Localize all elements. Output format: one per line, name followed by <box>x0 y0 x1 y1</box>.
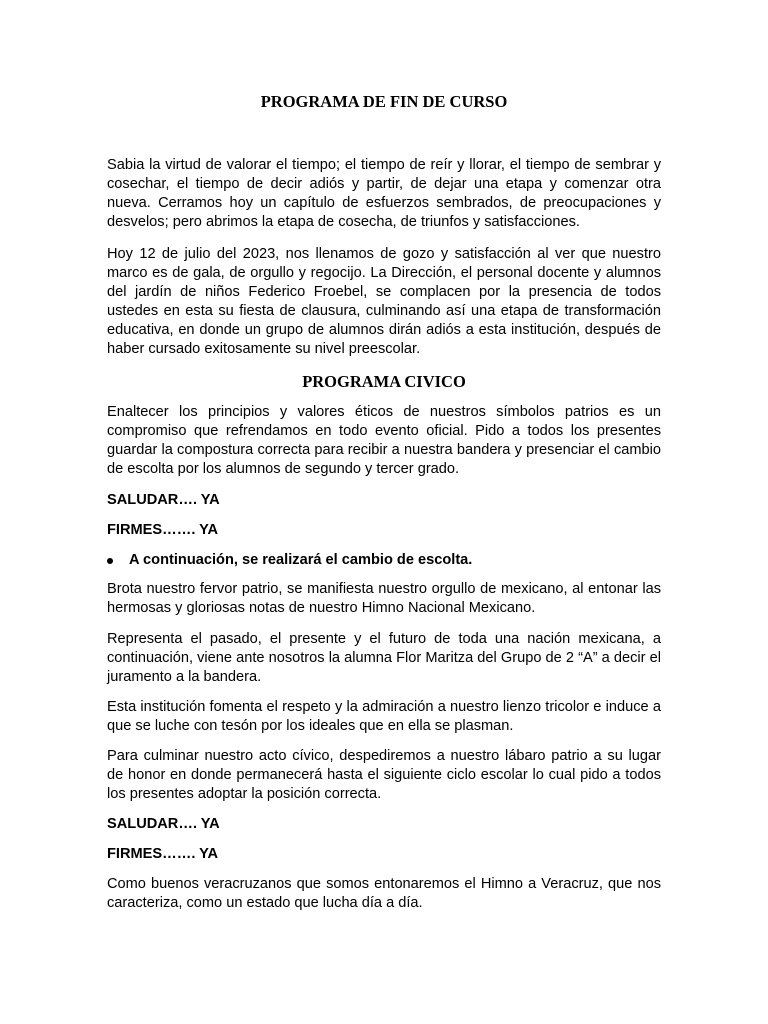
bullet-item-text: A continuación, se realizará el cambio de escolta. <box>129 552 473 568</box>
section-title-civico: PROGRAMA CIVICO <box>302 372 466 391</box>
bullet-item <box>129 551 472 570</box>
command-saludar-2: SALUDAR…. YA <box>107 816 220 832</box>
command-firmes: FIRMES……. YA <box>107 522 219 538</box>
command-saludar: SALUDAR…. YA <box>107 492 220 508</box>
intro-paragraph-2: Hoy 12 de julio del 2023, nos llenamos de gozo y satisfacción al ver que nuestro marco es de gala, de orgullo y regocijo. La Dirección, el personal docente y alumnos del jardín de niños Federico Froebel, se complacen por la presencia de todos ustedes en esta su fiesta de clausura, culminando así una etapa de transformación educativa, en donde un grupo de alumnos dirán adiós a esta institución, después de haber cursado exitosamente su nivel preescolar. <box>107 246 661 357</box>
paragraph-respeto: Esta institución fomenta el respeto y la admiración a nuestro lienzo tricolor e induce a que se luche con tesón por los ideales que en ella se plasman. <box>107 699 661 734</box>
intro-paragraph-1: Sabia la virtud de valorar el tiempo; el tiempo de reír y llorar, el tiempo de sembrar y cosechar, el tiempo de decir adiós y partir, de dejar una etapa y comenzar otra nueva. Cerramos hoy un capítulo de esfuerzos sembrados, de preocupaciones y desvelos; pero abrimos la etapa de cosecha, de triunfos y satisfacciones. <box>107 157 661 230</box>
paragraph-veracruz: Como buenos veracruzanos que somos entonaremos el Himno a Veracruz, que nos caracteriza, como un estado que lucha día a día. <box>107 876 661 911</box>
paragraph-despedida: Para culminar nuestro acto cívico, despediremos a nuestro lábaro patrio a su lugar de honor en donde permanecerá hasta el siguiente ciclo escolar lo cual pido a todos los presentes adoptar la posición correcta. <box>107 748 661 802</box>
paragraph-himno: Brota nuestro fervor patrio, se manifiesta nuestro orgullo de mexicano, al entonar las hermosas y gloriosas notas de nuestro Himno Nacional Mexicano. <box>107 581 661 616</box>
command-firmes-2: FIRMES……. YA <box>107 846 219 862</box>
paragraph-juramento: Representa el pasado, el presente y el futuro de toda una nación mexicana, a continuación, viene ante nosotros la alumna Flor Maritza del Grupo de 2 “A” a decir el juramento a la bandera. <box>107 631 661 685</box>
document-title: PROGRAMA DE FIN DE CURSO <box>260 92 508 111</box>
bullet-dot-icon <box>107 558 113 564</box>
civic-intro-paragraph: Enaltecer los principios y valores éticos de nuestros símbolos patrios es un compromiso que refrendamos en todo evento oficial. Pido a todos los presentes guardar la compostura correcta para recibir a nuestra bandera y presenciar el cambio de escolta por los alumnos de segundo y tercer grado. <box>107 404 661 477</box>
